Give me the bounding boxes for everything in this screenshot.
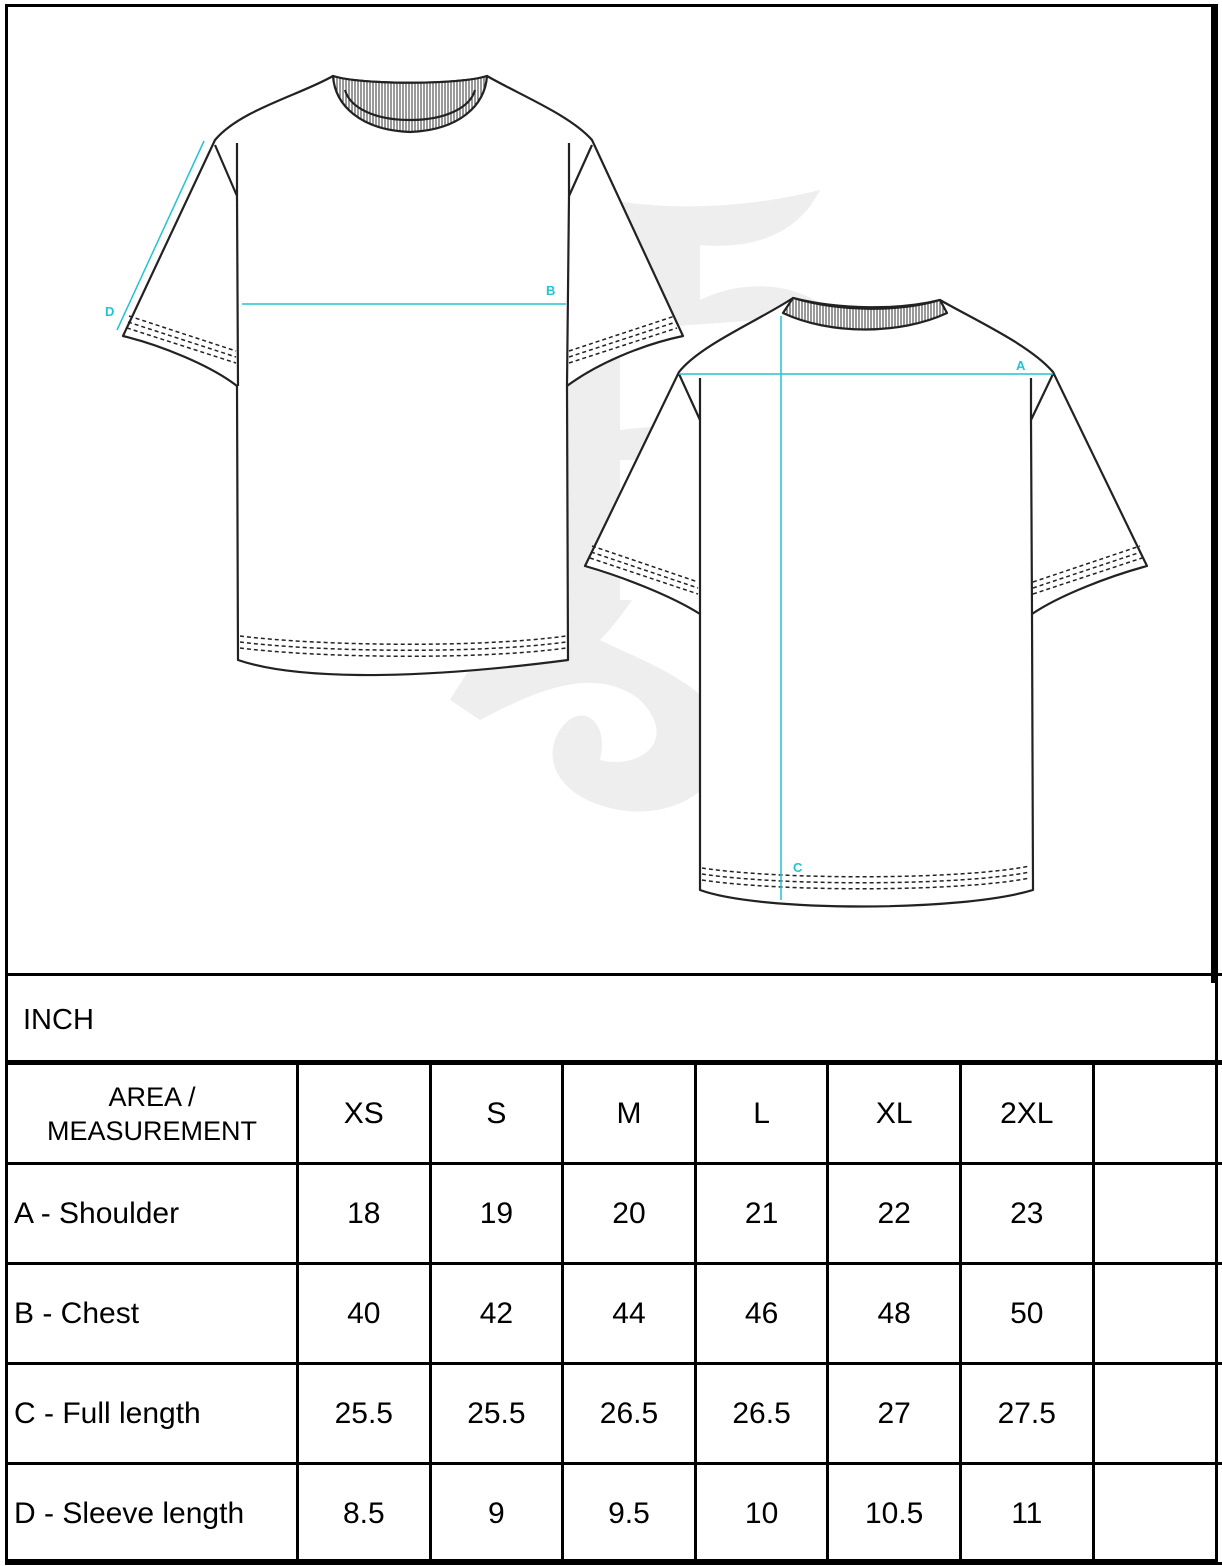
table-cell: 20 xyxy=(563,1164,696,1264)
row-label: D - Sleeve length xyxy=(7,1464,298,1564)
table-cell xyxy=(1093,1264,1222,1364)
table-header-row xyxy=(7,1064,1222,1164)
table-cell: 42 xyxy=(430,1264,563,1364)
size-header: XS xyxy=(298,1064,431,1164)
table-cell: 50 xyxy=(960,1264,1093,1364)
table-cell xyxy=(1093,1164,1222,1264)
table-cell: 10.5 xyxy=(828,1464,961,1564)
size-table xyxy=(5,1062,1222,1565)
table-cell: 23 xyxy=(960,1164,1093,1264)
table-cell: 9 xyxy=(430,1464,563,1564)
row-label: B - Chest xyxy=(7,1264,298,1364)
marker-a: A xyxy=(1016,358,1026,373)
table-row xyxy=(7,1464,1222,1564)
table-cell: 9.5 xyxy=(563,1464,696,1564)
table-cell: 27 xyxy=(828,1364,961,1464)
area-measurement-header: AREA / MEASUREMENT xyxy=(7,1064,298,1164)
size-header: S xyxy=(430,1064,563,1164)
size-header: L xyxy=(695,1064,828,1164)
table-cell: 27.5 xyxy=(960,1364,1093,1464)
table-row xyxy=(7,1364,1222,1464)
table-cell xyxy=(1093,1464,1222,1564)
size-header: M xyxy=(563,1064,696,1164)
table-row xyxy=(7,1164,1222,1264)
table-cell: 11 xyxy=(960,1464,1093,1564)
table-cell xyxy=(1093,1364,1222,1464)
table-cell: 26.5 xyxy=(695,1364,828,1464)
unit-row xyxy=(5,973,1222,1063)
table-cell: 26.5 xyxy=(563,1364,696,1464)
table-cell: 21 xyxy=(695,1164,828,1264)
size-header xyxy=(1093,1064,1222,1164)
table-cell: 44 xyxy=(563,1264,696,1364)
table-cell: 46 xyxy=(695,1264,828,1364)
table-cell: 40 xyxy=(298,1264,431,1364)
size-header: XL xyxy=(828,1064,961,1164)
table-cell: 18 xyxy=(298,1164,431,1264)
table-cell: 25.5 xyxy=(298,1364,431,1464)
marker-d: D xyxy=(105,304,115,319)
table-cell: 22 xyxy=(828,1164,961,1264)
table-cell: 19 xyxy=(430,1164,563,1264)
table-cell: 48 xyxy=(828,1264,961,1364)
unit-label: INCH xyxy=(23,1004,94,1036)
marker-b: B xyxy=(546,283,556,298)
row-label: A - Shoulder xyxy=(7,1164,298,1264)
marker-c: C xyxy=(793,860,803,875)
table-cell: 10 xyxy=(695,1464,828,1564)
table-cell: 8.5 xyxy=(298,1464,431,1564)
size-header: 2XL xyxy=(960,1064,1093,1164)
table-cell: 25.5 xyxy=(430,1364,563,1464)
table-row xyxy=(7,1264,1222,1364)
row-label: C - Full length xyxy=(7,1364,298,1464)
